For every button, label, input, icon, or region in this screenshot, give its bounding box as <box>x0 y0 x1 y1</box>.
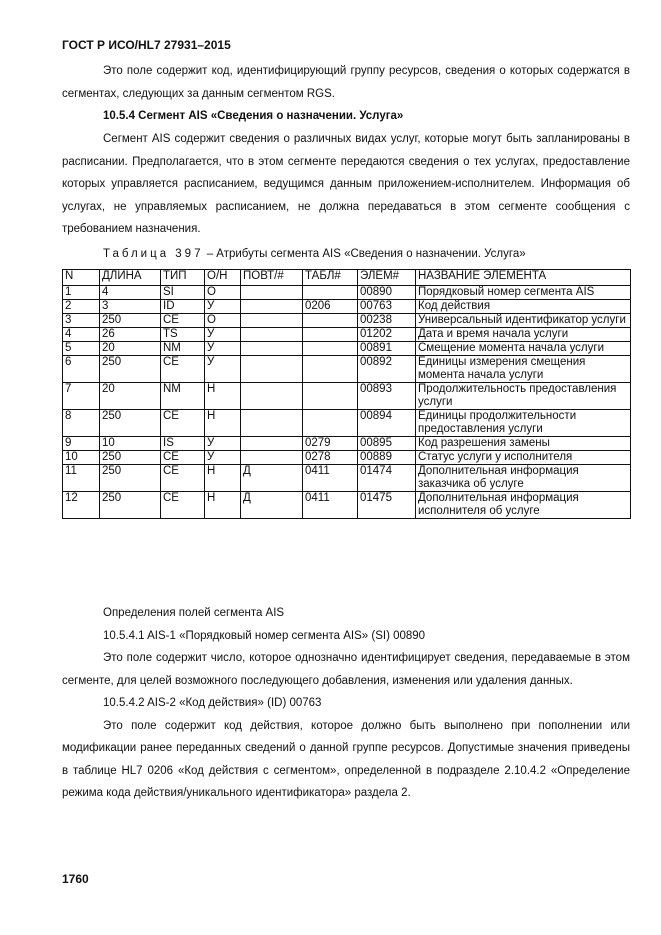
cell-opt: У <box>205 328 241 342</box>
cell-opt: Н <box>205 465 241 492</box>
table-row <box>63 328 631 342</box>
cell-element: 01202 <box>358 328 416 342</box>
cell-element: 00763 <box>358 300 416 314</box>
cell-element: 00895 <box>358 437 416 451</box>
cell-type: ID <box>161 300 205 314</box>
cell-repeat <box>241 383 303 410</box>
cell-element: 00889 <box>358 451 416 465</box>
cell-n: 11 <box>63 465 100 492</box>
intro-paragraph: Это поле содержит код, идентифицирующий группу ресурсов, сведения о которых содержатся в сегментах, следующих за данным сегментом RGS. <box>62 65 630 100</box>
cell-n: 2 <box>63 300 100 314</box>
cell-length: 250 <box>100 451 161 465</box>
cell-element: 00893 <box>358 383 416 410</box>
cell-element: 00894 <box>358 410 416 437</box>
cell-n: 8 <box>63 410 100 437</box>
col-header-table: ТАБЛ# <box>303 270 358 286</box>
cell-type: CE <box>161 356 205 383</box>
page-number: 1760 <box>62 872 89 886</box>
cell-name: Дата и время начала услуги <box>416 328 631 342</box>
cell-name: Единицы измерения смещения момента начала услуги <box>416 356 631 383</box>
cell-n: 1 <box>63 286 100 300</box>
cell-n: 9 <box>63 437 100 451</box>
cell-length: 250 <box>100 356 161 383</box>
cell-element: 00238 <box>358 314 416 328</box>
cell-name: Продолжительность предоставления услуги <box>416 383 631 410</box>
col-header-length: ДЛИНА <box>100 270 161 286</box>
cell-repeat <box>241 328 303 342</box>
cell-repeat <box>241 437 303 451</box>
cell-type: CE <box>161 465 205 492</box>
cell-repeat: Д <box>241 492 303 519</box>
table-row <box>63 492 631 519</box>
cell-opt: У <box>205 437 241 451</box>
cell-opt: Н <box>205 492 241 519</box>
table-row <box>63 356 631 383</box>
cell-table <box>303 342 358 356</box>
cell-repeat: Д <box>241 465 303 492</box>
cell-type: NM <box>161 383 205 410</box>
cell-length: 20 <box>100 383 161 410</box>
cell-type: IS <box>161 437 205 451</box>
cell-n: 10 <box>63 451 100 465</box>
cell-type: CE <box>161 492 205 519</box>
cell-repeat <box>241 410 303 437</box>
cell-table <box>303 286 358 300</box>
table-caption <box>103 243 526 265</box>
cell-opt: У <box>205 300 241 314</box>
definitions-title: Определения полей сегмента AIS <box>103 607 285 619</box>
table-row <box>63 451 631 465</box>
cell-length: 250 <box>100 314 161 328</box>
col-header-name: НАЗВАНИЕ ЭЛЕМЕНТА <box>416 270 631 286</box>
table-caption-text: Атрибуты сегмента AIS «Сведения о назначении. Услуга» <box>216 248 526 260</box>
cell-opt: Н <box>205 383 241 410</box>
cell-opt: У <box>205 451 241 465</box>
cell-length: 3 <box>100 300 161 314</box>
cell-type: CE <box>161 314 205 328</box>
cell-length: 4 <box>100 286 161 300</box>
cell-table: 0278 <box>303 451 358 465</box>
cell-name: Код разрешения замены <box>416 437 631 451</box>
col-header-type: ТИП <box>161 270 205 286</box>
table-row <box>63 286 631 300</box>
cell-length: 20 <box>100 342 161 356</box>
cell-table <box>303 356 358 383</box>
cell-element: 00892 <box>358 356 416 383</box>
table-row <box>63 437 631 451</box>
field-definitions <box>62 602 630 805</box>
cell-n: 12 <box>63 492 100 519</box>
cell-opt: O <box>205 286 241 300</box>
cell-n: 4 <box>63 328 100 342</box>
cell-length: 10 <box>100 437 161 451</box>
cell-n: 3 <box>63 314 100 328</box>
cell-type: CE <box>161 410 205 437</box>
table-row <box>63 410 631 437</box>
cell-type: CE <box>161 451 205 465</box>
cell-table <box>303 410 358 437</box>
section-body: Сегмент AIS содержит сведения о различных видах услуг, которые могут быть запланированы в расписании. Предполагается, что в этом сегменте передаются сведения о тех услугах, предоставление которых управляется расписанием, ведущимся данным приложением-исполнителем. Информация об услугах, не управляемых расписанием, не должна передаваться в этом сегменте сообщения с требованием назначения. <box>62 133 630 235</box>
cell-table: 0411 <box>303 492 358 519</box>
cell-name: Код действия <box>416 300 631 314</box>
cell-repeat <box>241 314 303 328</box>
field1-body: Это поле содержит число, которое однозначно идентифицирует сведения, передаваемые в этом сегменте, для целей возможного последующего добавления, изменения или удаления данных. <box>62 652 630 687</box>
table-row <box>63 314 631 328</box>
cell-opt: У <box>205 342 241 356</box>
cell-type: SI <box>161 286 205 300</box>
cell-name: Смещение момента начала услуги <box>416 342 631 356</box>
cell-repeat <box>241 356 303 383</box>
field2-title: 10.5.4.2 AIS-2 «Код действия» (ID) 00763 <box>103 697 322 709</box>
cell-table: 0411 <box>303 465 358 492</box>
cell-n: 5 <box>63 342 100 356</box>
table-caption-dash: – <box>206 248 214 260</box>
cell-length: 250 <box>100 492 161 519</box>
table-caption-label: Таблица 397 <box>103 248 204 260</box>
cell-element: 00891 <box>358 342 416 356</box>
col-header-n: N <box>63 270 100 286</box>
cell-n: 7 <box>63 383 100 410</box>
cell-name: Статус услуги у исполнителя <box>416 451 631 465</box>
cell-name: Порядковый номер сегмента AIS <box>416 286 631 300</box>
cell-repeat <box>241 342 303 356</box>
cell-table <box>303 383 358 410</box>
cell-opt: O <box>205 314 241 328</box>
table-row <box>63 465 631 492</box>
field2-body: Это поле содержит код действия, которое должно быть выполнено при пополнении или модификации ранее переданных сведений о данной группе ресурсов. Допустимые значения приведены в таблице HL7 0206 «Код действия с сегментом», определенной в подразделе 2.10.4.2 «Определение режима кода действия/уникального идентификатора» раздела 2. <box>62 719 630 799</box>
col-header-opt: О/Н <box>205 270 241 286</box>
attributes-table <box>62 269 631 519</box>
table-row <box>63 300 631 314</box>
cell-name: Дополнительная информация заказчика об услуге <box>416 465 631 492</box>
cell-table: 0206 <box>303 300 358 314</box>
col-header-element: ЭЛЕМ# <box>358 270 416 286</box>
cell-table <box>303 328 358 342</box>
cell-name: Универсальный идентификатор услуги <box>416 314 631 328</box>
cell-element: 01475 <box>358 492 416 519</box>
cell-name: Единицы продолжительности предоставления услуги <box>416 410 631 437</box>
cell-table <box>303 314 358 328</box>
cell-name: Дополнительная информация исполнителя об услуге <box>416 492 631 519</box>
cell-type: TS <box>161 328 205 342</box>
cell-repeat <box>241 286 303 300</box>
field1-title: 10.5.4.1 AIS-1 «Порядковый номер сегмента AIS» (SI) 00890 <box>103 629 426 642</box>
table-row <box>63 342 631 356</box>
cell-table: 0279 <box>303 437 358 451</box>
cell-length: 250 <box>100 465 161 492</box>
table-row <box>63 383 631 410</box>
cell-opt: У <box>205 356 241 383</box>
cell-repeat <box>241 300 303 314</box>
cell-element: 00890 <box>358 286 416 300</box>
document-header: ГОСТ Р ИСО/HL7 27931–2015 <box>62 38 231 52</box>
cell-repeat <box>241 451 303 465</box>
table-header-row <box>63 270 631 286</box>
cell-opt: Н <box>205 410 241 437</box>
cell-length: 250 <box>100 410 161 437</box>
col-header-repeat: ПОВТ/# <box>241 270 303 286</box>
section-title: 10.5.4 Сегмент AIS «Сведения о назначении. Услуга» <box>103 110 404 122</box>
cell-type: NM <box>161 342 205 356</box>
cell-n: 6 <box>63 356 100 383</box>
cell-length: 26 <box>100 328 161 342</box>
cell-element: 01474 <box>358 465 416 492</box>
